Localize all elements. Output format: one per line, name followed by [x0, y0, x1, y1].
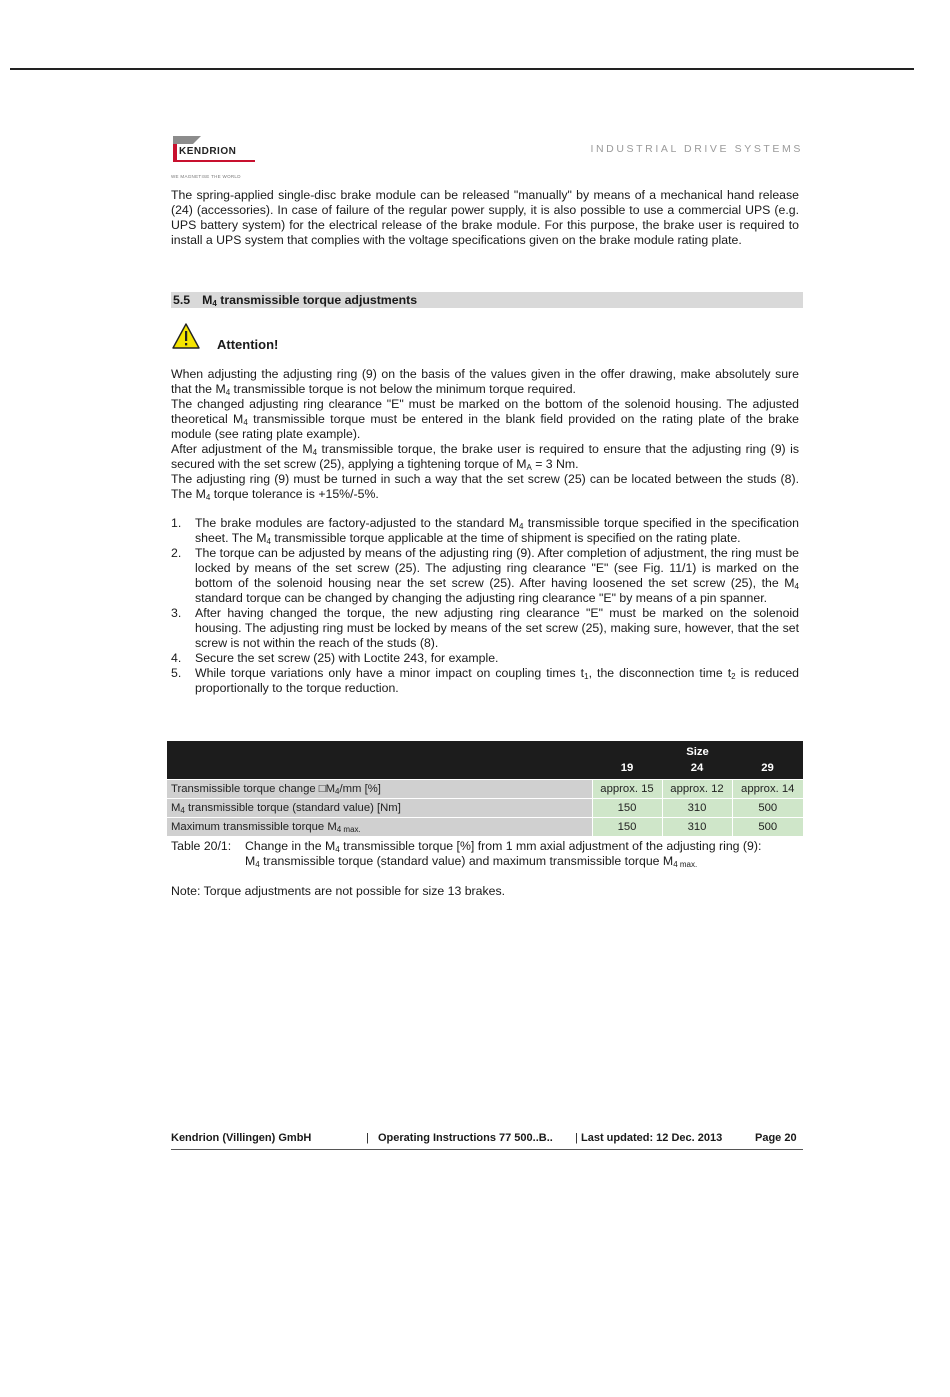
intro-paragraph: The spring-applied single-disc brake module can be released "manually" by means of a mechanical hand release (24) (accessories). In case of failure of the regular power supply, it is also possible to use a commercial UPS (e.g. UPS battery system) for the electrical release of the brake module. For this purpose, the brake user is required to install a UPS system that complies with the voltage specifications given on the brake module rating plate.	[171, 188, 799, 247]
body-text: The adjusting ring (9) must be turned in such a way that the set screw (25) can be located between the studs (8). The M	[171, 472, 799, 501]
subscript: A	[526, 463, 532, 472]
body-text: When adjusting the adjusting ring (9) on the basis of the values given in the offer drawing, make absolutely sure that the M	[171, 367, 799, 396]
footer-company: Kendrion (Villingen) GmbH	[171, 1132, 312, 1144]
subscript: 4	[243, 418, 248, 427]
subscript: 2	[731, 672, 736, 681]
subscript: 4	[225, 388, 231, 397]
table-caption	[171, 839, 801, 869]
body-paragraph-2	[171, 397, 799, 442]
table-row	[167, 780, 803, 799]
caption-text: transmissible torque [%] from 1 mm axial adjustment of the adjusting ring (9):	[339, 839, 762, 853]
body-paragraph-1	[171, 367, 799, 397]
caption-text: Change in the M	[245, 839, 336, 853]
logo-wordmark: KENDRION	[179, 146, 237, 157]
footer-page-number: Page 20	[755, 1132, 797, 1144]
table-cell: 500	[732, 818, 803, 837]
attention-body	[171, 367, 799, 502]
list-text: is reduced proportionally to the torque reduction.	[195, 666, 799, 695]
table-row-label	[167, 818, 592, 837]
list-text: transmissible torque specified in the specification sheet. The M	[195, 516, 799, 545]
subscript: 4	[255, 860, 260, 869]
caption-text: M	[245, 854, 256, 868]
table-header-row	[167, 741, 803, 760]
caption-text: transmissible torque (standard value) and maximum transmissible torque M	[259, 854, 674, 868]
list-text: Secure the set screw (25) with Loctite 243, for example.	[195, 651, 499, 665]
section-number: 5.5	[173, 293, 191, 307]
table-cell: 500	[732, 799, 803, 818]
table-row	[167, 818, 803, 837]
section-title-pre: M	[202, 293, 213, 307]
list-number: 4.	[171, 651, 182, 665]
subscript: 4	[335, 787, 340, 796]
table-cell: approx. 15	[592, 780, 662, 799]
procedure-list	[171, 516, 799, 696]
footer-separator: |	[366, 1132, 369, 1144]
table-size-29: 29	[732, 760, 803, 780]
subscript: 4 max.	[336, 825, 361, 834]
attention-label: Attention!	[217, 337, 279, 352]
caption-line-2	[171, 854, 801, 869]
subscript: 1	[584, 672, 589, 681]
list-item	[171, 516, 799, 546]
body-text: torque tolerance is +15%/-5%.	[210, 487, 379, 501]
list-item	[171, 666, 799, 696]
list-text: After having changed the torque, the new adjusting ring clearance "E" must be marked on the solenoid housing. The adjusting ring must be locked by means of the set screw (25), making sure, however, that the set screw is not within the reach of the studs (8).	[195, 606, 799, 650]
header-division-title: INDUSTRIAL DRIVE SYSTEMS	[590, 143, 803, 155]
table-cell: 310	[662, 818, 732, 837]
section-title-sub: 4	[212, 299, 217, 308]
cell-text: transmissible torque (standard value) [Nm]	[184, 802, 401, 814]
table-size-header: Size	[592, 741, 803, 760]
subscript: 4	[266, 537, 271, 546]
torque-table	[167, 741, 803, 836]
warning-triangle-icon	[171, 322, 201, 350]
table-size-19: 19	[592, 760, 662, 780]
attention-callout	[171, 320, 471, 354]
subscript: 4 max.	[673, 860, 698, 869]
table-row	[167, 799, 803, 818]
subscript: 4	[180, 806, 185, 815]
page-footer	[171, 1127, 803, 1150]
list-text: transmissible torque applicable at the time of shipment is specified on the rating plate.	[271, 531, 741, 545]
section-heading	[171, 292, 803, 308]
caption-number: Table 20/1:	[171, 839, 232, 853]
page-header	[171, 132, 803, 182]
subscript: 4	[794, 582, 799, 591]
list-number: 1.	[171, 516, 182, 530]
subscript: 4	[312, 448, 318, 457]
body-text: After adjustment of the M	[171, 442, 313, 456]
cell-text: /mm [%]	[339, 783, 381, 795]
table-cell: 150	[592, 799, 662, 818]
cell-text: Transmissible torque change □M	[171, 783, 336, 795]
table-cell: 310	[662, 799, 732, 818]
list-item	[171, 546, 799, 606]
list-text: , the disconnection time t	[588, 666, 732, 680]
size-note: Note: Torque adjustments are not possible for size 13 brakes.	[171, 884, 506, 898]
list-number: 5.	[171, 666, 182, 680]
table-row-label	[167, 799, 592, 818]
list-number: 3.	[171, 606, 182, 620]
list-item	[171, 651, 799, 666]
kendrion-logo	[171, 134, 266, 180]
section-title-post: transmissible torque adjustments	[216, 293, 418, 307]
body-paragraph-3	[171, 442, 799, 472]
table-header-blank	[167, 760, 592, 780]
list-item	[171, 606, 799, 651]
table-row-label	[167, 780, 592, 799]
subscript: 4	[518, 522, 524, 531]
list-text: standard torque can be changed by changing the adjusting ring clearance "E" by means of a pin spanner.	[195, 591, 768, 605]
body-text: = 3 Nm.	[531, 457, 579, 471]
cell-text: M	[171, 802, 181, 814]
table-header-blank	[167, 741, 592, 760]
table-cell: approx. 14	[732, 780, 803, 799]
footer-document: Operating Instructions 77 500..B..	[378, 1132, 553, 1144]
list-text: The brake modules are factory-adjusted to the standard M	[195, 516, 519, 530]
body-paragraph-4	[171, 472, 799, 502]
list-number: 2.	[171, 546, 182, 560]
footer-updated: Last updated: 12 Dec. 2013	[581, 1132, 723, 1144]
table-cell: 150	[592, 818, 662, 837]
table-size-24: 24	[662, 760, 732, 780]
logo-tagline: WE MAGNETISE THE WORLD	[171, 174, 241, 179]
table-cell: approx. 12	[662, 780, 732, 799]
body-text: transmissible torque is not below the minimum torque required.	[230, 382, 576, 396]
cell-text: Maximum transmissible torque M	[171, 821, 337, 833]
body-text: transmissible torque, the brake user is required to ensure that the adjusting ring (9) is secured with the set screw (25), applying a tightening torque of M	[171, 442, 799, 471]
caption-line-1	[171, 839, 801, 854]
top-rule	[10, 68, 914, 70]
subscript: 4	[205, 493, 211, 502]
footer-separator: |	[575, 1132, 578, 1144]
subscript: 4	[335, 845, 340, 854]
body-text: transmissible torque must be entered in the blank field provided on the rating plate of the brake module (see rating plate example).	[171, 412, 799, 441]
table-size-row	[167, 760, 803, 780]
list-text: The torque can be adjusted by means of the adjusting ring (9). After completion of adjustment, the ring must be locked by means of the set screw (25). The adjusting ring clearance "E" (see Fig. 11/1) is marked on the bottom of the solenoid housing near the set screw (25). After having loosened the set screw (25), the M	[195, 546, 799, 590]
body-text: The changed adjusting ring clearance "E" must be marked on the bottom of the solenoid housing. The adjusted theoretical M	[171, 397, 799, 426]
list-text: While torque variations only have a minor impact on coupling times t	[195, 666, 585, 680]
